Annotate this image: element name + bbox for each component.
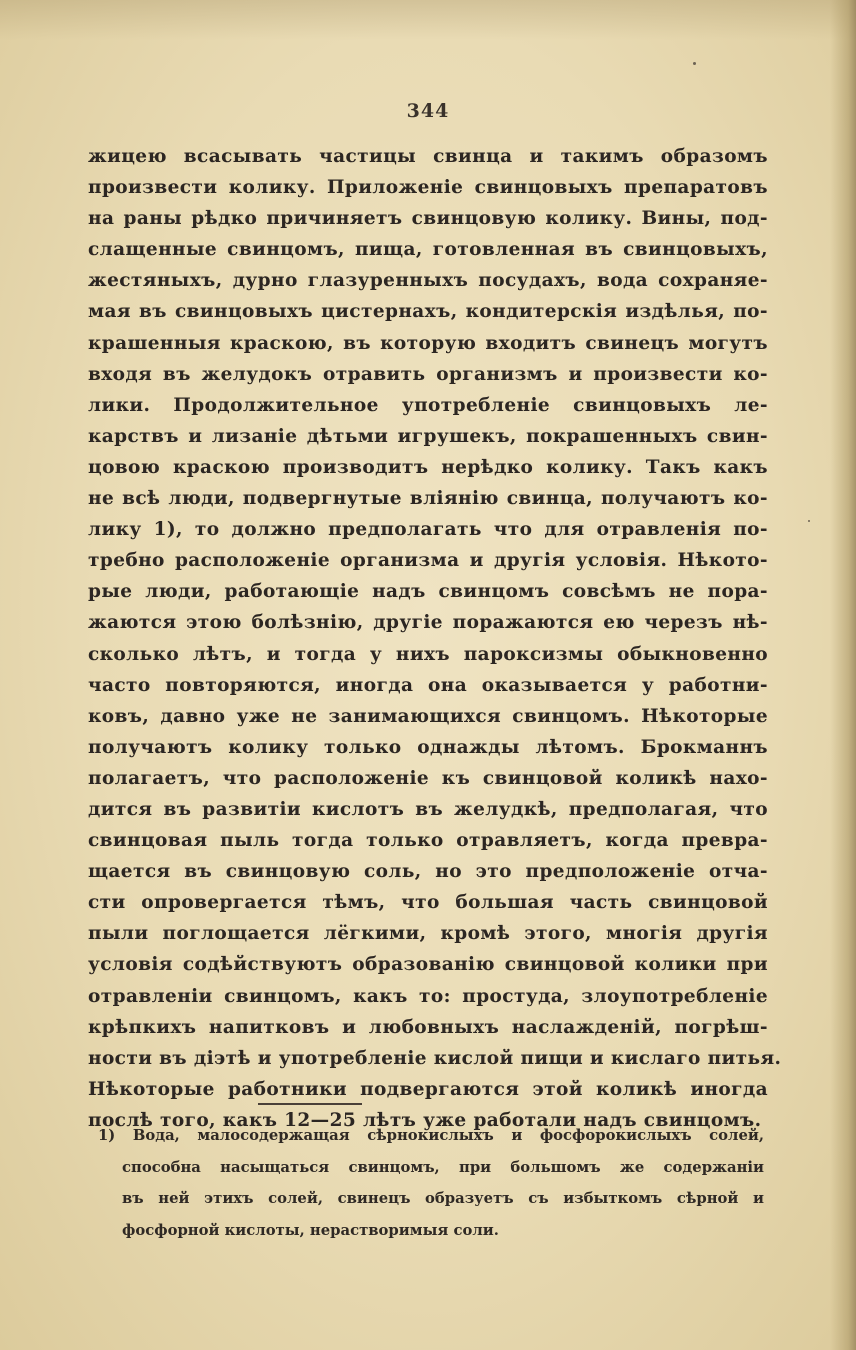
text-line: дится въ развитiи кислотъ въ желудкѣ, предполагая, что (88, 798, 768, 820)
text-line: цовою краскою производитъ нерѣдко колику. Такъ какъ (88, 456, 768, 478)
text-line: жицею всасывать частицы свинца и такимъ образомъ (88, 146, 768, 167)
text-line: на раны рѣдко причиняетъ свинцовую колику. Вины, под- (88, 208, 768, 230)
text-line: сколько лѣтъ, и тогда у нихъ пароксизмы обыкновенно (88, 643, 768, 665)
text-line: сти опровергается тѣмъ, что большая часть свинцовой (88, 892, 768, 914)
footnote-line: въ ней этихъ солей, свинецъ образуетъ съ избыткомъ сѣрной и (122, 1190, 764, 1207)
text-line: Нѣкоторые работники подвергаются этой коликѣ иногда (88, 1078, 768, 1100)
text-line: жаются этою болѣзнiю, другiе поражаются ею черезъ нѣ- (88, 612, 768, 634)
text-line: отравленiи свинцомъ, какъ то: простуда, злоупотребленiе (88, 985, 768, 1007)
text-line: требно расположенiе организма и другiя условiя. Нѣкото- (88, 550, 768, 572)
text-line: полагаетъ, что расположенiе къ свинцовой коликѣ нахо- (88, 767, 768, 789)
text-line: не всѣ люди, подвергнутые влiянiю свинца, получаютъ ко- (88, 488, 768, 510)
text-line: лики. Продолжительное употребленiе свинцовыхъ ле- (88, 394, 768, 416)
paper-speck (693, 62, 696, 65)
text-line: крашенныя краскою, въ которую входитъ свинецъ могутъ (88, 332, 768, 354)
text-line: рые люди, работающiе надъ свинцомъ совсѣмъ не пора- (88, 581, 768, 603)
paper-speck (808, 520, 810, 522)
text-line: щается въ свинцовую соль, но это предположенiе отча- (88, 861, 768, 883)
text-line: ности въ дiэтѣ и употребленiе кислой пищи и кислаго питья. (88, 1047, 782, 1069)
text-line: слащенные свинцомъ, пища, готовленная въ свинцовыхъ, (88, 239, 768, 261)
text-line: входя въ желудокъ отравить организмъ и произвести ко- (88, 363, 768, 385)
text-line: часто повторяются, иногда она оказывается у работни- (88, 674, 768, 696)
text-line: условiя содѣйствуютъ образованiю свинцовой колики при (88, 954, 768, 976)
text-line: пыли поглощается лёгкими, кромѣ этого, многiя другiя (88, 923, 768, 945)
text-line: получаютъ колику только однажды лѣтомъ. Брокманнъ (88, 736, 768, 758)
text-line: произвести колику. Приложенiе свинцовыхъ препаратовъ (88, 177, 768, 199)
main-text (88, 141, 782, 1136)
page-top-shadow (0, 0, 856, 40)
footnote-separator (258, 1103, 362, 1105)
page-number: 344 (406, 100, 450, 122)
footnote-line: способна насыщаться свинцомъ, при большомъ же содержанiи (122, 1158, 764, 1176)
footnote-line: фосфорной кислоты, нерастворимыя соли. (122, 1221, 499, 1239)
text-line: послѣ того, какъ 12—25 лѣтъ уже работали надъ свинцомъ. (88, 1109, 762, 1131)
text-line: жестяныхъ, дурно глазуренныхъ посудахъ, вода сохраняе- (88, 270, 768, 292)
text-line: мая въ свинцовыхъ цистернахъ, кондитерскiя издѣлья, по- (88, 301, 768, 323)
text-line: ковъ, давно уже не занимающихся свинцомъ. Нѣкоторые (88, 705, 768, 727)
text-line: свинцовая пыль тогда только отравляетъ, когда превра- (88, 830, 768, 852)
footnote (98, 1120, 764, 1246)
page-edge-shadow (830, 0, 856, 1350)
footnote-line: 1) Вода, малосодержащая сѣрнокислыхъ и фосфорокислыхъ солей, (98, 1127, 764, 1144)
text-line: крѣпкихъ напитковъ и любовныхъ наслажденiй, погрѣш- (88, 1016, 768, 1038)
text-line: лику 1), то должно предполагать что для отравленiя по- (88, 519, 768, 541)
text-line: карствъ и лизанiе дѣтьми игрушекъ, покрашенныхъ свин- (88, 425, 768, 447)
